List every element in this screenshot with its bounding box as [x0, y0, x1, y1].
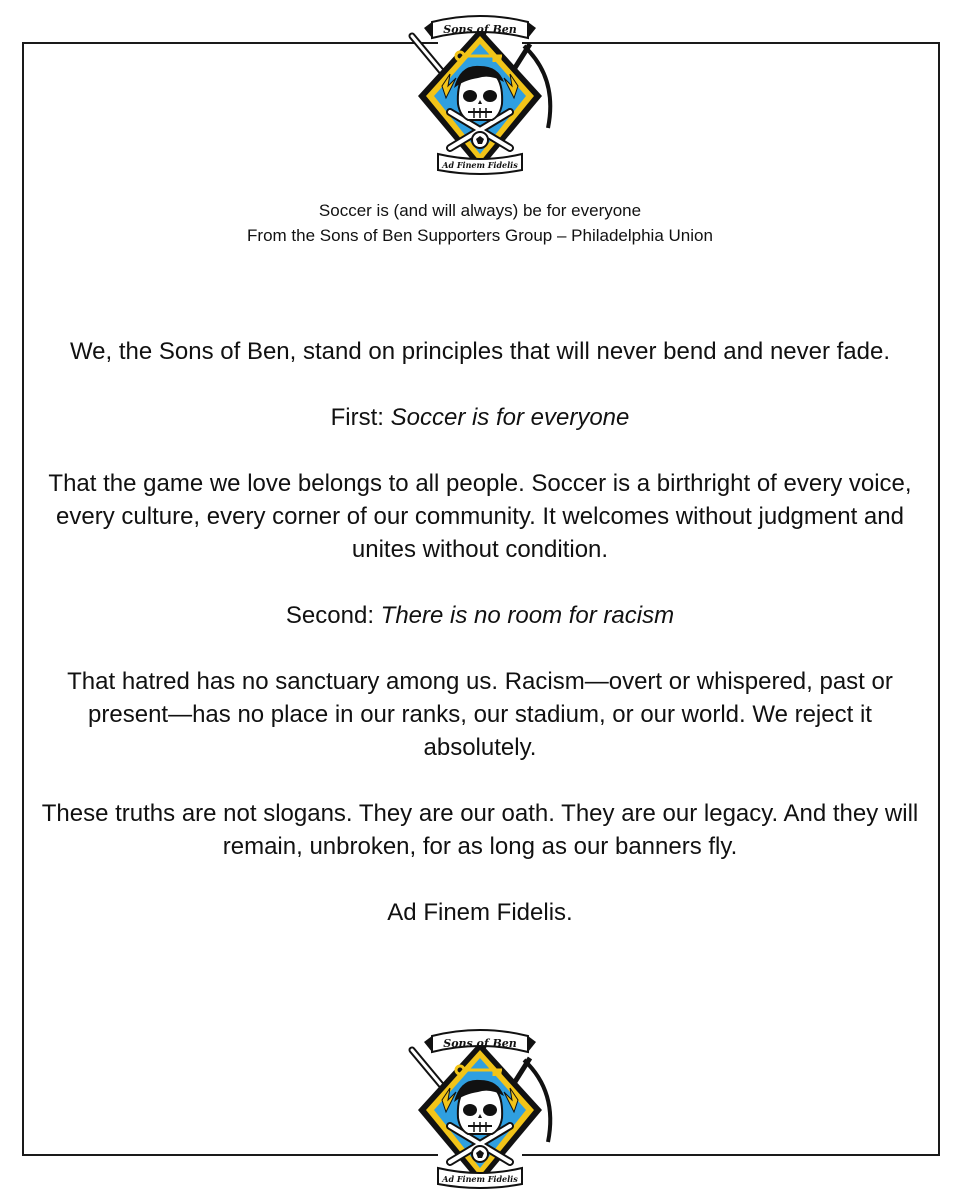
crest-motto-text: Ad Finem Fidelis [442, 1174, 518, 1184]
crest-banner-text: Sons of Ben [443, 23, 517, 36]
second-principle-title: There is no room for racism [380, 602, 675, 629]
statement-body [40, 335, 920, 962]
first-principle-paragraph: That the game we love belongs to all people. Soccer is a birthright of every voice, every culture, every corner of our community. It welcomes without judgment and unites without condition. [48, 470, 912, 563]
second-principle-paragraph: That hatred has no sanctuary among us. Racism—overt or whispered, past or present—has no place in our ranks, our stadium, or our world. We reject it absolutely. [67, 668, 893, 761]
sons-of-ben-crest-bottom [398, 1022, 562, 1192]
header-block [0, 198, 960, 248]
intro-paragraph: We, the Sons of Ben, stand on principles that will never bend and never fade. [69, 338, 891, 365]
first-label: First: [330, 404, 391, 431]
first-principle-heading [40, 401, 920, 434]
second-principle-heading [40, 599, 920, 632]
closing-paragraph: These truths are not slogans. They are our oath. They are our legacy. And they will remain, unbroken, for as long as our banners fly. [41, 800, 919, 860]
crest-logo-icon [398, 8, 562, 178]
second-label: Second: [285, 602, 381, 629]
signoff: Ad Finem Fidelis. [387, 899, 573, 926]
crest-logo-icon [398, 1022, 562, 1192]
crest-motto-text: Ad Finem Fidelis [442, 160, 518, 170]
header-line-2: From the Sons of Ben Supporters Group – Philadelphia Union [247, 226, 713, 245]
header-line-1: Soccer is (and will always) be for everyone [318, 201, 642, 220]
first-principle-title: Soccer is for everyone [390, 404, 630, 431]
crest-banner-text: Sons of Ben [443, 1037, 517, 1050]
sons-of-ben-crest-top [398, 8, 562, 178]
